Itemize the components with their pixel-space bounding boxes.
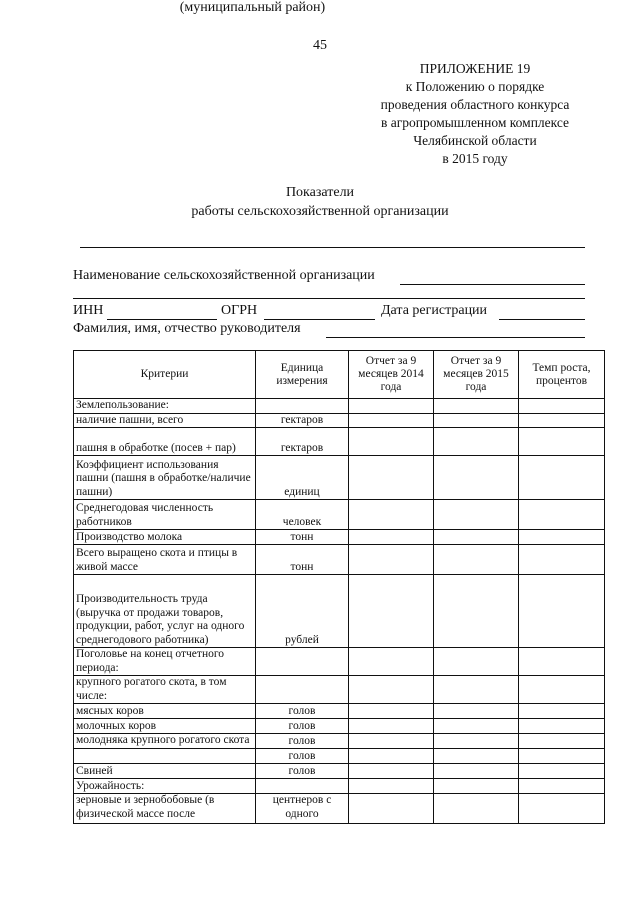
growth-cell[interactable] (519, 676, 605, 704)
value-cell-2015[interactable] (434, 456, 519, 500)
value-cell-2014[interactable] (349, 500, 434, 530)
unit-cell (256, 779, 349, 794)
appendix-line: Челябинской области (413, 133, 537, 148)
value-cell-2014[interactable] (349, 413, 434, 428)
growth-cell[interactable] (519, 500, 605, 530)
appendix-line: ПРИЛОЖЕНИЕ 19 (419, 61, 531, 76)
unit-cell: единиц (256, 456, 349, 500)
value-cell-2015[interactable] (434, 764, 519, 779)
criteria-cell: Свиней (74, 764, 256, 779)
table-row (74, 676, 605, 704)
head-name-field[interactable] (326, 337, 585, 338)
unit-cell: гектаров (256, 413, 349, 428)
district-caption: (муниципальный район) (179, 0, 326, 15)
criteria-cell: наличие пашни, всего (74, 413, 256, 428)
table-row (74, 734, 605, 749)
growth-cell[interactable] (519, 764, 605, 779)
inn-label: ИНН (73, 303, 104, 318)
value-cell-2014[interactable] (349, 399, 434, 414)
table-row (74, 545, 605, 575)
header-criteria: Критерии (74, 351, 256, 399)
criteria-cell: молодняка крупного рогатого скота (74, 734, 256, 749)
value-cell-2014[interactable] (349, 719, 434, 734)
growth-cell[interactable] (519, 545, 605, 575)
value-cell-2014[interactable] (349, 704, 434, 719)
table-row (74, 704, 605, 719)
unit-cell: гектаров (256, 428, 349, 456)
growth-cell[interactable] (519, 530, 605, 545)
unit-cell (256, 676, 349, 704)
value-cell-2015[interactable] (434, 399, 519, 414)
unit-cell (256, 399, 349, 414)
value-cell-2015[interactable] (434, 428, 519, 456)
head-name-label: Фамилия, имя, отчество руководителя (73, 321, 301, 336)
table-row (74, 413, 605, 428)
criteria-cell: молочных коров (74, 719, 256, 734)
header-report-2015: Отчет за 9 месяцев 2015 года (434, 351, 519, 399)
value-cell-2015[interactable] (434, 413, 519, 428)
growth-cell[interactable] (519, 648, 605, 676)
value-cell-2014[interactable] (349, 676, 434, 704)
appendix-line: проведения областного конкурса (380, 97, 570, 112)
growth-cell[interactable] (519, 399, 605, 414)
table-row (74, 648, 605, 676)
unit-cell: голов (256, 764, 349, 779)
table-row (74, 779, 605, 794)
table-header-row (74, 351, 605, 399)
criteria-cell: Всего выращено скота и птицы в живой массе (74, 545, 256, 575)
unit-cell (256, 648, 349, 676)
criteria-cell: пашня в обработке (посев + пар) (74, 428, 256, 456)
document-title (0, 183, 640, 221)
value-cell-2014[interactable] (349, 764, 434, 779)
growth-cell[interactable] (519, 779, 605, 794)
unit-cell: голов (256, 749, 349, 764)
unit-cell: рублей (256, 575, 349, 648)
inn-field[interactable] (107, 319, 217, 320)
growth-cell[interactable] (519, 749, 605, 764)
table-row (74, 794, 605, 824)
org-name-label: Наименование сельскохозяйственной организации (73, 268, 375, 283)
unit-cell: человек (256, 500, 349, 530)
value-cell-2015[interactable] (434, 545, 519, 575)
table-row (74, 428, 605, 456)
value-cell-2014[interactable] (349, 794, 434, 824)
unit-cell: центнеров с одного (256, 794, 349, 824)
org-name-field[interactable] (400, 284, 585, 285)
title-line-1: Показатели (285, 185, 355, 200)
value-cell-2015[interactable] (434, 530, 519, 545)
value-cell-2014[interactable] (349, 456, 434, 500)
value-cell-2014[interactable] (349, 779, 434, 794)
header-report-2014: Отчет за 9 месяцев 2014 года (349, 351, 434, 399)
unit-cell: голов (256, 719, 349, 734)
table-row (74, 764, 605, 779)
criteria-cell: Производительность труда (выручка от продажи товаров, продукции, работ, услуг на одного среднегодового работника) (74, 575, 256, 648)
growth-cell[interactable] (519, 575, 605, 648)
value-cell-2014[interactable] (349, 575, 434, 648)
value-cell-2014[interactable] (349, 428, 434, 456)
ogrn-field[interactable] (264, 319, 375, 320)
ogrn-label: ОГРН (221, 303, 258, 318)
org-name-field-continued[interactable] (73, 298, 585, 299)
value-cell-2014[interactable] (349, 545, 434, 575)
district-field-line[interactable] (80, 247, 585, 248)
header-growth: Темп роста, процентов (519, 351, 605, 399)
table-row (74, 719, 605, 734)
value-cell-2015[interactable] (434, 734, 519, 749)
unit-cell: тонн (256, 545, 349, 575)
page-number: 45 (313, 38, 327, 53)
criteria-cell: Урожайность: (74, 779, 256, 794)
appendix-line: к Положению о порядке (405, 79, 545, 94)
criteria-table (73, 350, 605, 824)
growth-cell[interactable] (519, 719, 605, 734)
unit-cell: голов (256, 734, 349, 749)
value-cell-2015[interactable] (434, 794, 519, 824)
value-cell-2015[interactable] (434, 575, 519, 648)
value-cell-2015[interactable] (434, 749, 519, 764)
unit-cell: голов (256, 704, 349, 719)
value-cell-2014[interactable] (349, 749, 434, 764)
criteria-cell (74, 749, 256, 764)
table-row (74, 749, 605, 764)
criteria-cell: Землепользование: (74, 399, 256, 414)
criteria-cell: зерновые и зернобобовые (в физической массе после (74, 794, 256, 824)
value-cell-2014[interactable] (349, 530, 434, 545)
criteria-cell: Коэффициент использования пашни (пашня в обработке/наличие пашни) (74, 456, 256, 500)
reg-date-label: Дата регистрации (381, 303, 488, 318)
table-row (74, 530, 605, 545)
title-line-2: работы сельскохозяйственной организации (191, 204, 449, 219)
unit-cell: тонн (256, 530, 349, 545)
growth-cell[interactable] (519, 704, 605, 719)
value-cell-2015[interactable] (434, 648, 519, 676)
reg-date-field[interactable] (499, 319, 585, 320)
criteria-cell: мясных коров (74, 704, 256, 719)
value-cell-2014[interactable] (349, 648, 434, 676)
growth-cell[interactable] (519, 794, 605, 824)
table-row (74, 575, 605, 648)
value-cell-2015[interactable] (434, 719, 519, 734)
appendix-line: в агропромышленном комплексе (380, 115, 570, 130)
criteria-cell: крупного рогатого скота, в том числе: (74, 676, 256, 704)
value-cell-2014[interactable] (349, 734, 434, 749)
value-cell-2015[interactable] (434, 779, 519, 794)
header-unit: Единица измерения (256, 351, 349, 399)
value-cell-2015[interactable] (434, 500, 519, 530)
value-cell-2015[interactable] (434, 704, 519, 719)
growth-cell[interactable] (519, 456, 605, 500)
growth-cell[interactable] (519, 413, 605, 428)
appendix-block (330, 60, 620, 168)
growth-cell[interactable] (519, 428, 605, 456)
criteria-cell: Среднегодовая численность работников (74, 500, 256, 530)
table-row (74, 456, 605, 500)
appendix-line: в 2015 году (442, 151, 508, 166)
table-row (74, 500, 605, 530)
criteria-cell: Производство молока (74, 530, 256, 545)
criteria-cell: Поголовье на конец отчетного периода: (74, 648, 256, 676)
value-cell-2015[interactable] (434, 676, 519, 704)
table-row (74, 399, 605, 414)
growth-cell[interactable] (519, 734, 605, 749)
